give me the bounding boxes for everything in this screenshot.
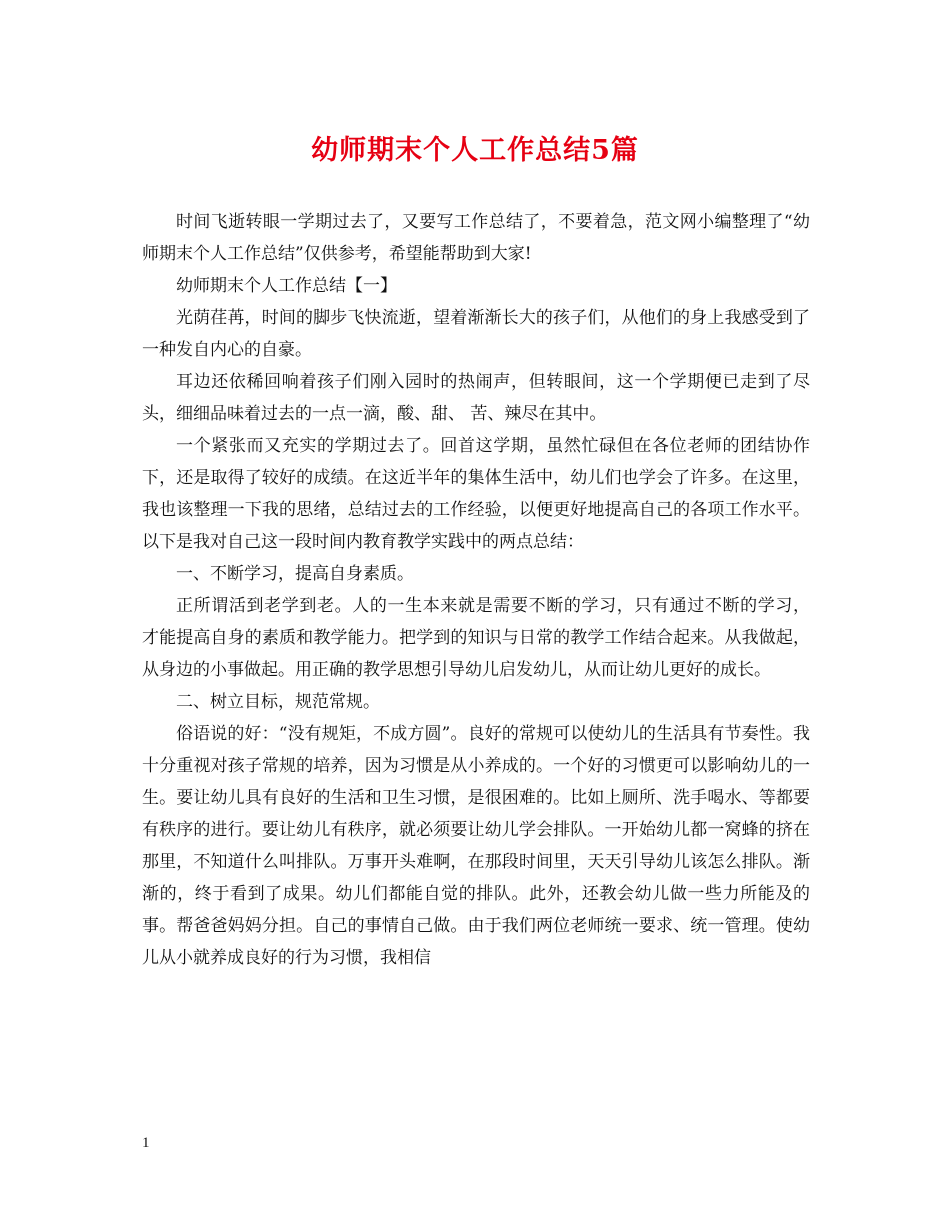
page-number: 1 — [142, 1135, 150, 1151]
paragraph-intro: 时间飞逝转眼一学期过去了，又要写工作总结了，不要着急，范文网小编整理了“幼师期末个人工作总结”仅供参考，希望能帮助到大家! — [142, 212, 810, 264]
document-body — [142, 206, 810, 974]
document-title: 幼师期末个人工作总结5篇 — [311, 135, 639, 166]
paragraph: 俗语说的好：“没有规矩，不成方圆”。良好的常规可以使幼儿的生活具有节奏性。我十分重视对孩子常规的培养，因为习惯是从小养成的。一个好的习惯更可以影响幼儿的一生。要让幼儿具有良好的生活和卫生习惯，是很困难的。比如上厕所、洗手喝水、等都要有秩序的进行。要让幼儿有秩序，就必须要让幼儿学会排队。一开始幼儿都一窝蜂的挤在那里，不知道什么叫排队。万事开头难啊，在那段时间里，天天引导幼儿该怎么排队。渐渐的，终于看到了成果。幼儿们都能自觉的排队。此外，还教会幼儿做一些力所能及的事。帮爸爸妈妈分担。自己的事情自己做。由于我们两位老师统一要求、统一管理。使幼儿从小就养成良好的行为习惯，我相信 — [142, 724, 810, 968]
section-heading-one: 幼师期末个人工作总结【一】 — [176, 276, 397, 296]
subheading-goals: 二、树立目标，规范常规。 — [176, 692, 380, 712]
paragraph: 一个紧张而又充实的学期过去了。回首这学期，虽然忙碌但在各位老师的团结协作下，还是取得了较好的成绩。在这近半年的集体生活中，幼儿们也学会了许多。在这里，我也该整理一下我的思绪，总结过去的工作经验，以便更好地提高自己的各项工作水平。以下是我对自己这一段时间内教育教学实践中的两点总结： — [142, 436, 810, 552]
paragraph: 光荫荏苒，时间的脚步飞快流逝，望着渐渐长大的孩子们，从他们的身上我感受到了一种发自内心的自豪。 — [142, 308, 810, 360]
paragraph: 耳边还依稀回响着孩子们刚入园时的热闹声，但转眼间，这一个学期便已走到了尽头，细细品味着过去的一点一滴，酸、甜、 苦、辣尽在其中。 — [142, 372, 810, 424]
subheading-learning: 一、不断学习，提高自身素质。 — [176, 564, 414, 584]
paragraph: 正所谓活到老学到老。人的一生本来就是需要不断的学习，只有通过不断的学习， 才能提高自身的素质和教学能力。把学到的知识与日常的教学工作结合起来。从我做起，从身边的小事做起。用正确的教学思想引导幼儿启发幼儿，从而让幼儿更好的成长。 — [142, 596, 810, 680]
